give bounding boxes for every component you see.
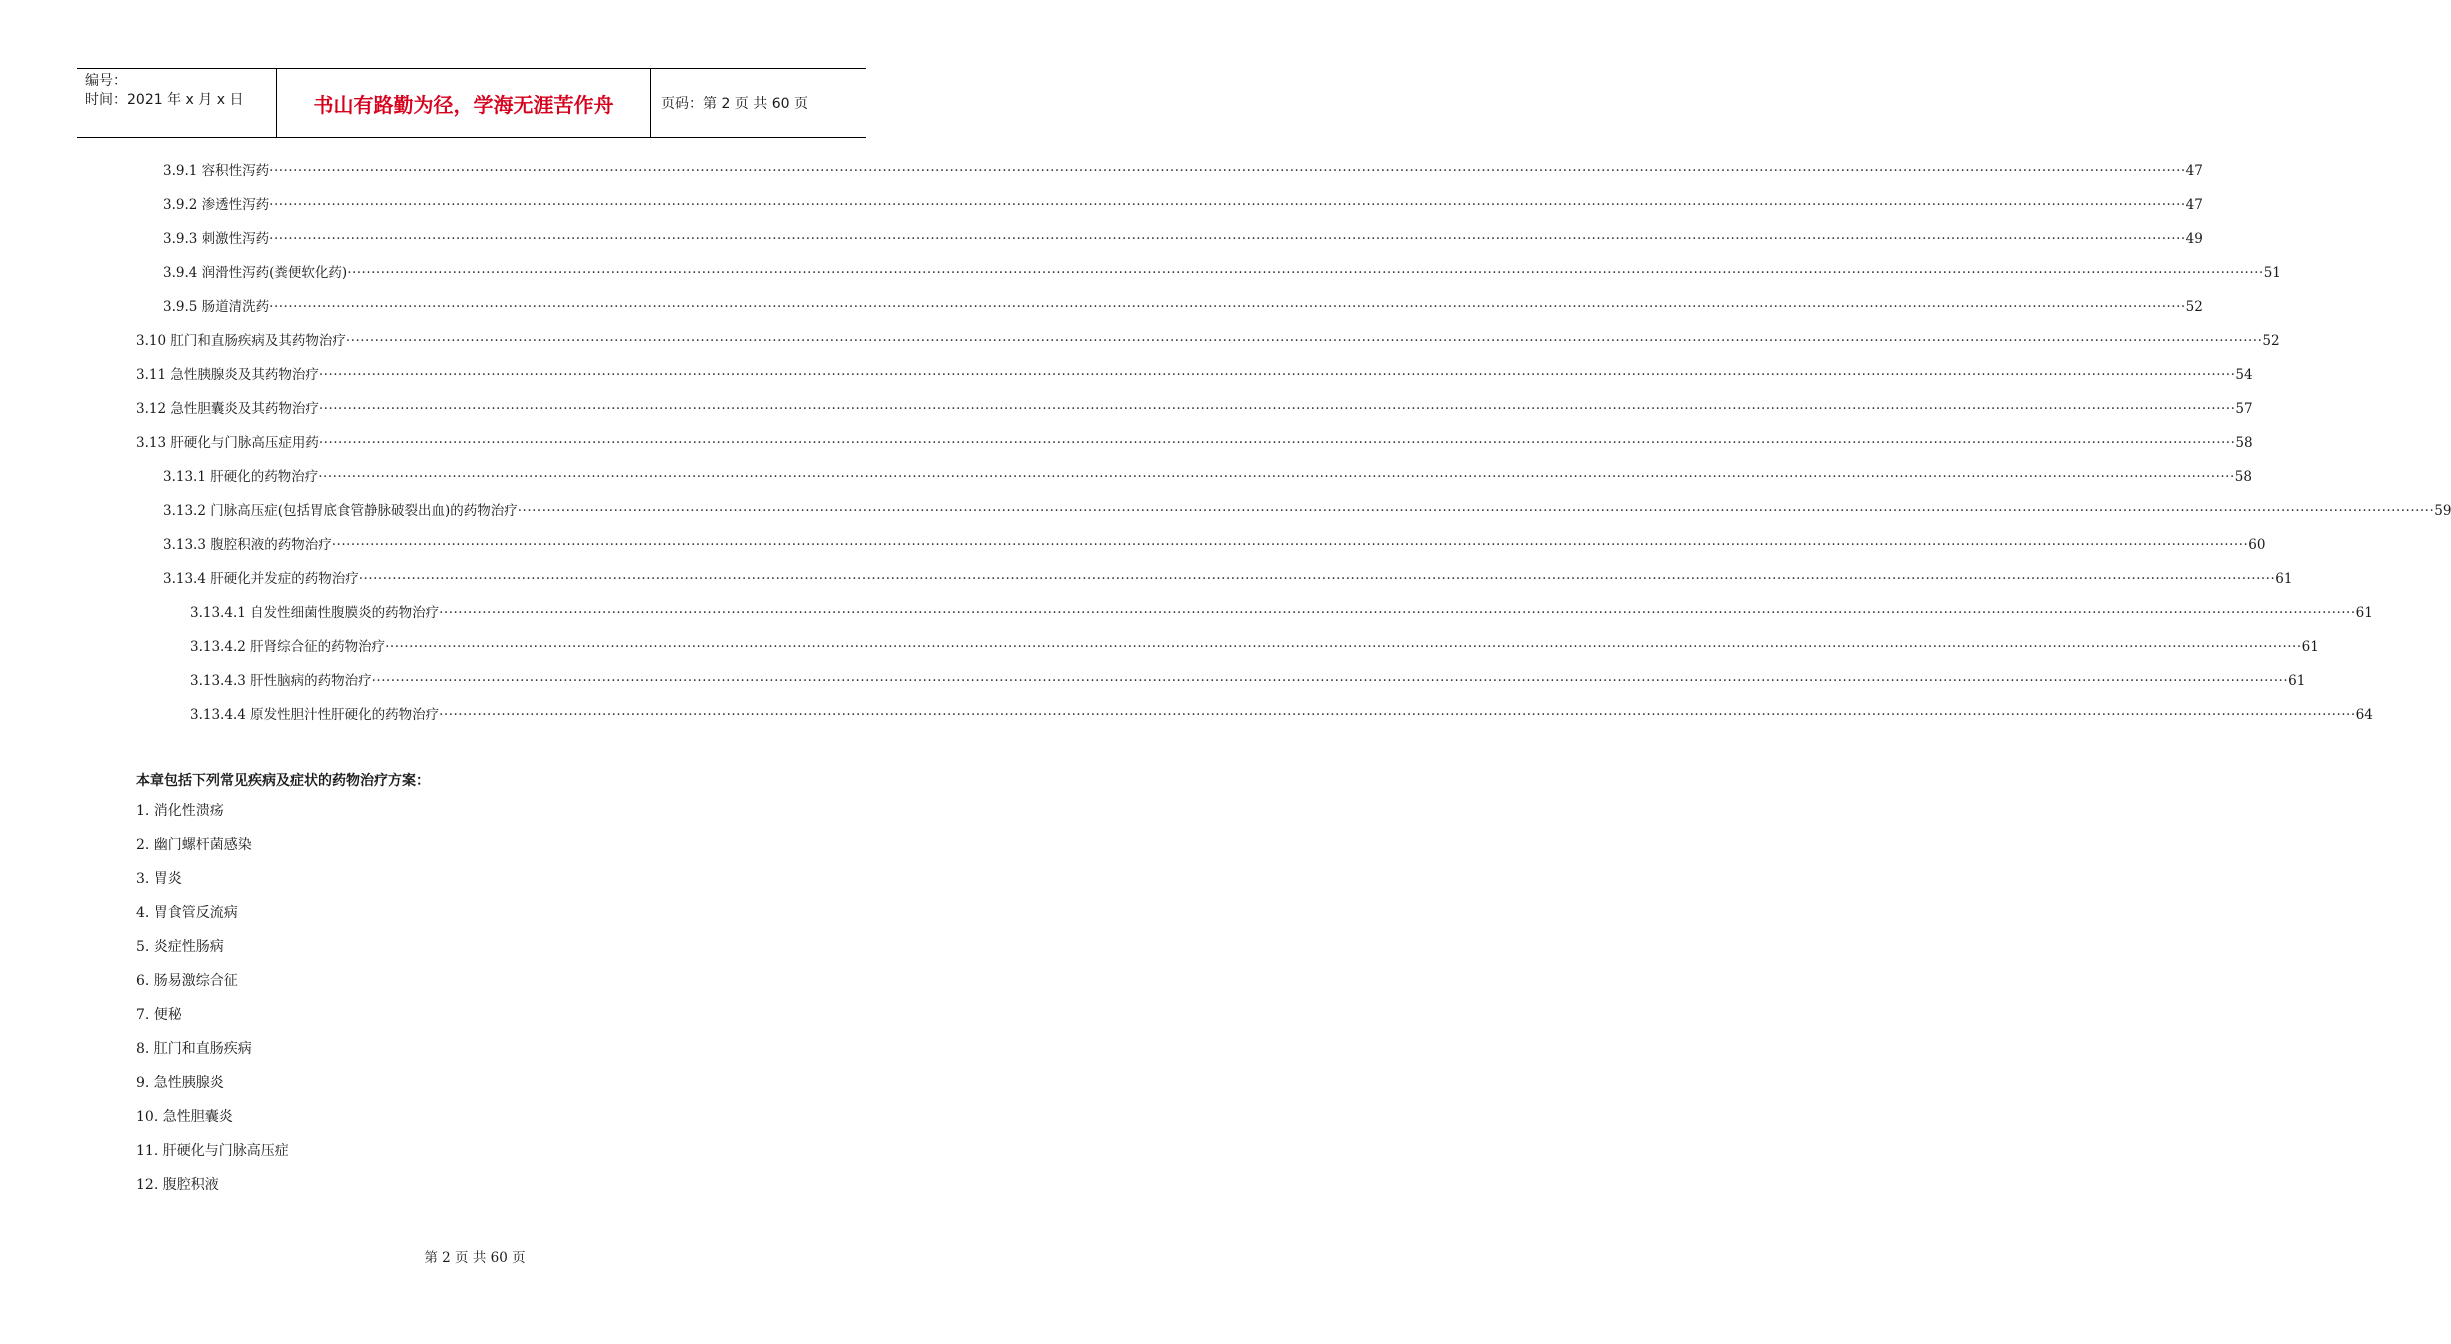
toc-leader-dots: ················································································································································································································································································································································································································	[318, 367, 2236, 383]
page-footer: 第 2 页 共 60 页	[424, 1250, 526, 1266]
toc-entry	[163, 154, 2203, 188]
condition-item: 1. 消化性溃疡	[136, 803, 224, 819]
toc-entry	[136, 426, 2253, 460]
condition-item: 10. 急性胆囊炎	[136, 1109, 233, 1125]
conditions-list	[136, 794, 289, 1202]
condition-item: 6. 肠易激综合征	[136, 973, 238, 989]
toc-leader-dots: ················································································································································································································································································································································································································	[345, 333, 2263, 349]
toc-entry-title: 3.13 肝硬化与门脉高压症用药	[136, 435, 319, 451]
toc-entry	[163, 222, 2203, 256]
toc-entry-page: 60	[2248, 537, 2266, 553]
toc-leader-dots: ················································································································································································································································································································································································································	[331, 537, 2249, 553]
toc-entry-page: 58	[2234, 469, 2252, 485]
toc-entry-page: 47	[2185, 197, 2203, 213]
toc-entry-title: 3.13.4.2 肝肾综合征的药物治疗	[190, 639, 386, 655]
toc-entry-page: 64	[2355, 707, 2373, 723]
toc-entry	[163, 562, 2293, 596]
toc-leader-dots: ················································································································································································································································································································································································································	[371, 673, 2289, 689]
toc-entry-title: 3.9.5 肠道清洗药	[163, 299, 270, 315]
toc-entry	[163, 494, 2451, 528]
toc-entry	[136, 324, 2280, 358]
toc-entry-title: 3.11 急性胰腺炎及其药物治疗	[136, 367, 319, 383]
conditions-intro: 本章包括下列常见疾病及症状的药物治疗方案：	[136, 773, 430, 789]
toc-entry-title: 3.9.1 容积性泻药	[163, 163, 270, 179]
toc-entry	[163, 460, 2252, 494]
toc-leader-dots: ················································································································································································································································································································································································································	[318, 469, 2235, 485]
toc-entry-title: 3.13.2 门脉高压症(包括胃底食管静脉破裂出血)的药物治疗	[163, 503, 518, 519]
toc-entry-page: 47	[2185, 163, 2203, 179]
toc-entry-page: 59	[2434, 503, 2451, 519]
toc-entry-page: 58	[2235, 435, 2253, 451]
toc-entry-title: 3.12 急性胆囊炎及其药物治疗	[136, 401, 319, 417]
toc-leader-dots: ················································································································································································································································································································································································································	[347, 265, 2264, 281]
toc-entry-title: 3.13.4.4 原发性胆汁性肝硬化的药物治疗	[190, 707, 440, 723]
toc-leader-dots: ················································································································································································································································································································································································································	[269, 163, 2186, 179]
toc-entry-title: 3.13.4 肝硬化并发症的药物治疗	[163, 571, 359, 587]
condition-item: 5. 炎症性肠病	[136, 939, 224, 955]
toc-entry-title: 3.13.1 肝硬化的药物治疗	[163, 469, 319, 485]
toc-entry-title: 3.10 肛门和直肠疾病及其药物治疗	[136, 333, 346, 349]
toc-entry	[190, 664, 2306, 698]
page-header	[77, 68, 866, 138]
condition-item: 9. 急性胰腺炎	[136, 1075, 224, 1091]
condition-item: 7. 便秘	[136, 1007, 182, 1023]
toc-leader-dots: ················································································································································································································································································································································································································	[318, 401, 2236, 417]
toc-entry-page: 49	[2185, 231, 2203, 247]
toc-leader-dots: ················································································································································································································································································································································································································	[439, 707, 2356, 723]
toc-entry	[163, 188, 2203, 222]
toc-leader-dots: ················································································································································································································································································································································································································	[318, 435, 2236, 451]
number-label: 编号：	[85, 73, 127, 89]
toc-leader-dots: ················································································································································································································································································································································································································	[358, 571, 2276, 587]
condition-item: 3. 胃炎	[136, 871, 182, 887]
toc-leader-dots: ················································································································································································································································································································································································································	[269, 299, 2186, 315]
toc-leader-dots: ················································································································································································································································································································································································································	[517, 503, 2435, 519]
toc-entry-page: 51	[2263, 265, 2281, 281]
toc-entry-title: 3.9.4 润滑性泻药(粪便软化药)	[163, 265, 348, 281]
toc-entry	[190, 698, 2373, 732]
toc-entry-title: 3.13.4.3 肝性脑病的药物治疗	[190, 673, 372, 689]
toc-leader-dots: ················································································································································································································································································································································································································	[269, 231, 2186, 247]
toc-entry	[163, 528, 2266, 562]
toc-entry-page: 57	[2235, 401, 2253, 417]
condition-item: 12. 腹腔积液	[136, 1177, 219, 1193]
toc-entry-page: 52	[2185, 299, 2203, 315]
toc-entry-title: 3.9.2 渗透性泻药	[163, 197, 270, 213]
condition-item: 8. 肛门和直肠疾病	[136, 1041, 252, 1057]
condition-item: 4. 胃食管反流病	[136, 905, 238, 921]
condition-item: 2. 幽门螺杆菌感染	[136, 837, 252, 853]
toc-entry	[136, 392, 2253, 426]
toc-entry	[190, 596, 2373, 630]
toc-entry-page: 61	[2288, 673, 2306, 689]
time-label: 时间：2021 年 x 月 x 日	[85, 92, 244, 108]
toc-leader-dots: ················································································································································································································································································································································································································	[385, 639, 2302, 655]
toc-entry-page: 52	[2262, 333, 2280, 349]
toc-entry	[163, 290, 2203, 324]
toc-entry-page: 61	[2301, 639, 2319, 655]
header-page-info: 页码：第 2 页 共 60 页	[661, 96, 808, 112]
toc-entry-title: 3.9.3 刺激性泻药	[163, 231, 270, 247]
toc-leader-dots: ················································································································································································································································································································································································································	[269, 197, 2186, 213]
toc-leader-dots: ················································································································································································································································································································································································································	[439, 605, 2356, 621]
toc-entry	[190, 630, 2319, 664]
toc-entry-page: 54	[2235, 367, 2253, 383]
toc-entry	[163, 256, 2281, 290]
header-motto: 书山有路勤为径，学海无涯苦作舟	[277, 69, 651, 137]
toc-entry-page: 61	[2275, 571, 2293, 587]
header-meta	[77, 69, 277, 137]
toc-entry-title: 3.13.3 腹腔积液的药物治疗	[163, 537, 332, 553]
condition-item: 11. 肝硬化与门脉高压症	[136, 1143, 289, 1159]
toc-entry	[136, 358, 2253, 392]
toc-entry-title: 3.13.4.1 自发性细菌性腹膜炎的药物治疗	[190, 605, 440, 621]
toc-entry-page: 61	[2355, 605, 2373, 621]
